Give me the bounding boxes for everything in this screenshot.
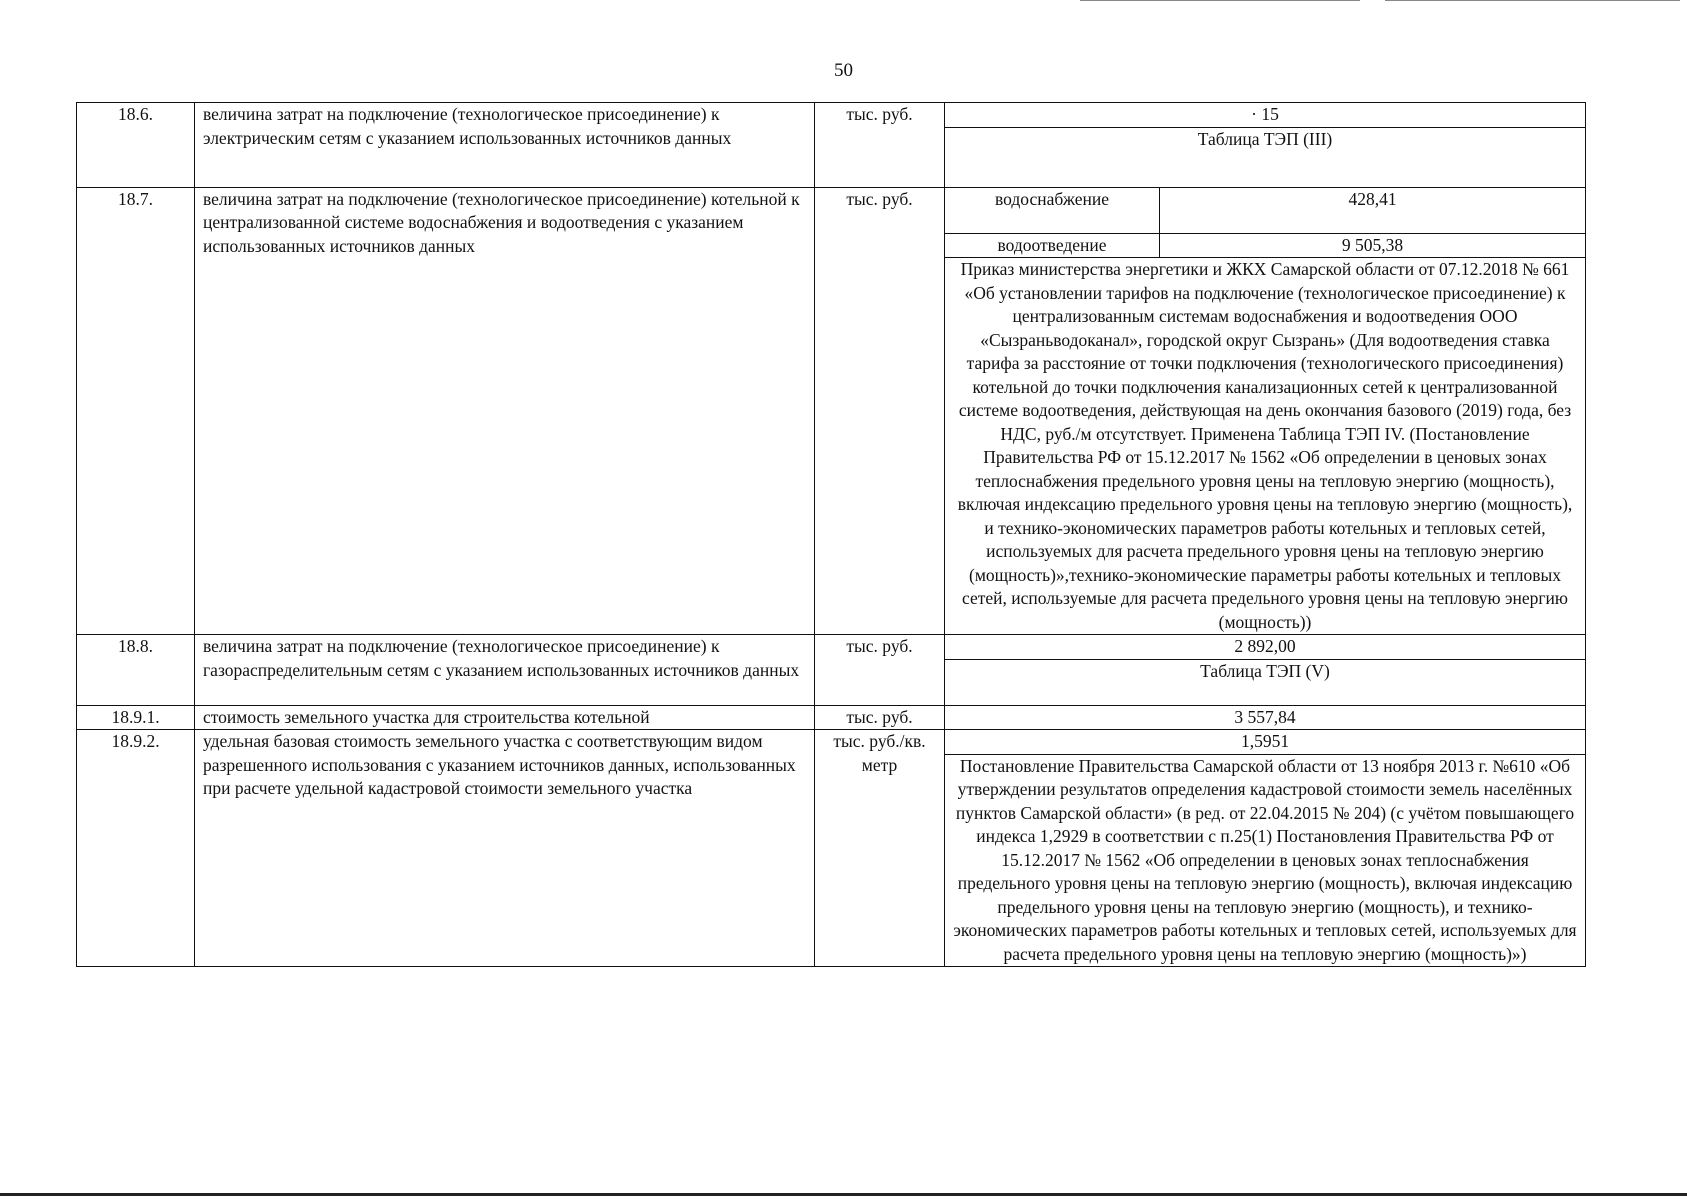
row-unit: тыс. руб. — [815, 187, 945, 635]
row-description: величина затрат на подключение (технологическое присоединение) котельной к централизованной системе водоснабжения и водоотведения с указанием использованных источников данных — [195, 187, 815, 635]
water-disposal-value: 9 505,38 — [1160, 233, 1586, 258]
row-number: 18.8. — [77, 635, 195, 706]
row-description: удельная базовая стоимость земельного участка с соответствующим видом разрешенного использования с указанием источников данных, использованных при расчете удельной кадастровой стоимости земельного участка — [195, 730, 815, 967]
row-number: 18.9.2. — [77, 730, 195, 967]
row-number: 18.6. — [77, 103, 195, 188]
table-row — [77, 705, 1586, 730]
table-row — [77, 635, 1586, 660]
row-source: Таблица ТЭП (V) — [945, 659, 1586, 705]
row-description: стоимость земельного участка для строительства котельной — [195, 705, 815, 730]
row-unit: тыс. руб. — [815, 103, 945, 188]
water-disposal-label: водоотведение — [945, 233, 1160, 258]
row-source: Таблица ТЭП (III) — [945, 127, 1586, 187]
row-description: величина затрат на подключение (технологическое присоединение) к электрическим сетям с указанием использованных источников данных — [195, 103, 815, 188]
scan-edge-line — [1385, 0, 1680, 1]
row-description: величина затрат на подключение (технологическое присоединение) к газораспределительным сетям с указанием использованных источников данных — [195, 635, 815, 706]
row-number: 18.7. — [77, 187, 195, 635]
scan-edge-line — [1080, 0, 1360, 1]
row-unit: тыс. руб./кв. метр — [815, 730, 945, 967]
scan-edge-line — [0, 1193, 1687, 1196]
row-value: 3 557,84 — [945, 705, 1586, 730]
row-source: Приказ министерства энергетики и ЖКХ Самарской области от 07.12.2018 № 661 «Об установлении тарифов на подключение (технологическое присоединение) к централизованным системам водоснабжения и водоотведения ООО «Сызраньводоканал», городской округ Сызрань» (Для водоотведения ставка тарифа за расстояние от точки подключения (технологического присоединения) котельной до точки подключения канализационных сетей к централизованной системе водоотведения, действующая на день окончания базового (2019) года, без НДС, руб./м отсутствует. Применена Таблица ТЭП IV. (Постановление Правительства РФ от 15.12.2017 № 1562 «Об определении в ценовых зонах теплоснабжения предельного уровня цены на тепловую энергию (мощность), включая индексацию предельного уровня цены на тепловую энергию (мощность), и технико-экономических параметров работы котельных и тепловых сетей, используемых для расчета предельного уровня цены на тепловую энергию (мощность)»,технико-экономические параметры работы котельных и тепловых сетей, используемые для расчета предельного уровня цены на тепловую энергию (мощность)) — [945, 258, 1586, 635]
row-unit: тыс. руб. — [815, 635, 945, 706]
row-value: 2 892,00 — [945, 635, 1586, 660]
row-source: Постановление Правительства Самарской области от 13 ноября 2013 г. №610 «Об утверждении результатов определения кадастровой стоимости земель населённых пунктов Самарской области» (в ред. от 22.04.2015 № 204) (с учётом повышающего индекса 1,2929 в соответствии с п.25(1) Постановления Правительства РФ от 15.12.2017 № 1562 «Об определении в ценовых зонах теплоснабжения предельного уровня цены на тепловую энергию (мощность), включая индексацию предельного уровня цены на тепловую энергию (мощность), и технико-экономических параметров работы котельных и тепловых сетей, используемых для расчета предельного уровня цены на тепловую энергию (мощность)») — [945, 754, 1586, 967]
row-number: 18.9.1. — [77, 705, 195, 730]
row-unit: тыс. руб. — [815, 705, 945, 730]
parameters-table — [76, 102, 1586, 967]
table-row — [77, 187, 1586, 233]
water-supply-value: 428,41 — [1160, 187, 1586, 233]
table-row — [77, 103, 1586, 128]
water-supply-label: водоснабжение — [945, 187, 1160, 233]
row-value: 1,5951 — [945, 730, 1586, 755]
table-row — [77, 730, 1586, 755]
page-number: 50 — [834, 60, 853, 81]
row-value: · 15 — [945, 103, 1586, 128]
